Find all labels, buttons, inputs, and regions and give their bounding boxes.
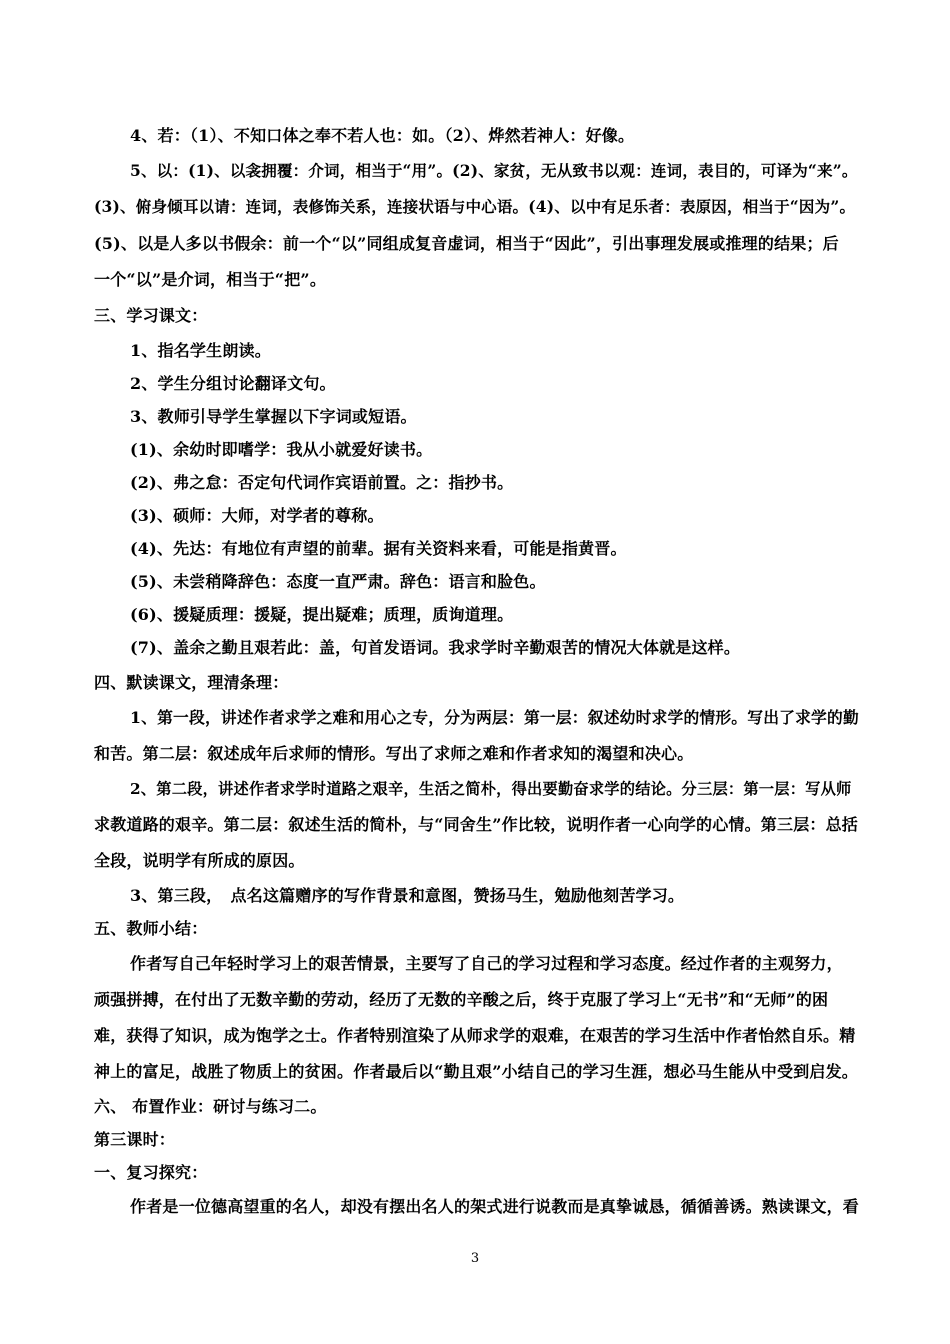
text-line: 一个“以”是介词，相当于“把”。 [94,270,327,289]
text-line: (4)、先达：有地位有声望的前辈。据有关资料来看，可能是指黄晋。 [130,539,627,558]
section-heading: 六、 布置作业：研讨与练习二。 [94,1097,327,1116]
text-line: 2、学生分组讨论翻译文句。 [130,374,336,393]
text-line: (5)、未尝稍降辞色：态度一直严肃。辞色：语言和脸色。 [130,572,546,591]
section-heading: 三、学习课文： [94,306,208,325]
text-line: 顽强拼搏，在付出了无数辛勤的劳动，经历了无数的辛酸之后，终于克服了学习上“无书”和“无师”的困 [94,990,829,1009]
section-heading: 四、默读课文，理清条理： [94,673,289,692]
page-number: 3 [470,1251,480,1266]
text-line: 和苦。第二层：叙述成年后求师的情形。写出了求师之难和作者求知的渴望和决心。 [94,744,694,763]
text-line: (1)、余幼时即嗜学：我从小就爱好读书。 [130,440,433,459]
section-heading: 一、复习探究： [94,1163,208,1182]
text-line: 3、第三段， 点名这篇赠序的写作背景和意图，赞扬马生，勉励他刻苦学习。 [130,886,685,905]
text-line: 作者写自己年轻时学习上的艰苦情景，主要写了自己的学习过程和学习态度。经过作者的主观努力， [130,954,843,973]
text-line: (5)、以是人多以书假余：前一个“以”同组成复音虚词，相当于“因此”，引出事理发展或推理的结果；后 [94,234,839,253]
text-line: (7)、盖余之勤且艰若此：盖，句首发语词。我求学时辛勤艰苦的情况大体就是这样。 [130,638,741,657]
text-line: 1、指名学生朗读。 [130,341,271,360]
text-line: (6)、援疑质理：援疑，提出疑难；质理，质询道理。 [130,605,514,624]
text-line: (2)、弗之怠：否定句代词作宾语前置。之：指抄书。 [130,473,514,492]
text-line: 2、第二段，讲述作者求学时道路之艰辛，生活之简朴，得出要勤奋求学的结论。分三层：第一层：写从师 [130,780,852,798]
section-heading: 五、教师小结： [94,919,208,938]
text-line: 全段，说明学有所成的原因。 [94,851,305,870]
section-heading: 第三课时： [94,1130,176,1149]
text-line: (3)、硕师：大师，对学者的尊称。 [130,506,384,525]
text-line: 5、以：(1)、以衾拥覆：介词，相当于“用”。(2)、家贫，无从致书以观：连词，表目的，可译为“来”。 [130,161,858,180]
text-line: 难，获得了知识，成为饱学之士。作者特别渲染了从师求学的艰难，在艰苦的学习生活中作者怡然自乐。精 [94,1026,856,1045]
text-line: 神上的富足，战胜了物质上的贫困。作者最后以“勤且艰”小结自己的学习生涯，想必马生能从中受到启发。 [94,1062,859,1081]
text-line: 1、第一段，讲述作者求学之难和用心之专，分为两层：第一层：叙述幼时求学的情形。写出了求学的勤 [130,708,859,727]
text-line: 求教道路的艰辛。第二层：叙述生活的简朴，与“同舍生”作比较，说明作者一心向学的心情。第三层：总括 [94,815,859,834]
text-line: 3、教师引导学生掌握以下字词或短语。 [130,407,417,426]
text-line: 4、若：（1）、不知口体之奉不若人也：如。（2）、烨然若神人：好像。 [130,126,635,145]
text-line: 作者是一位德高望重的名人，却没有摆出名人的架式进行说教而是真挚诚恳，循循善诱。熟读课文，看 [130,1197,860,1216]
text-line: (3)、俯身倾耳以请：连词，表修饰关系，连接状语与中心语。(4)、以中有足乐者：表原因，相当于“因为”。 [94,197,856,216]
